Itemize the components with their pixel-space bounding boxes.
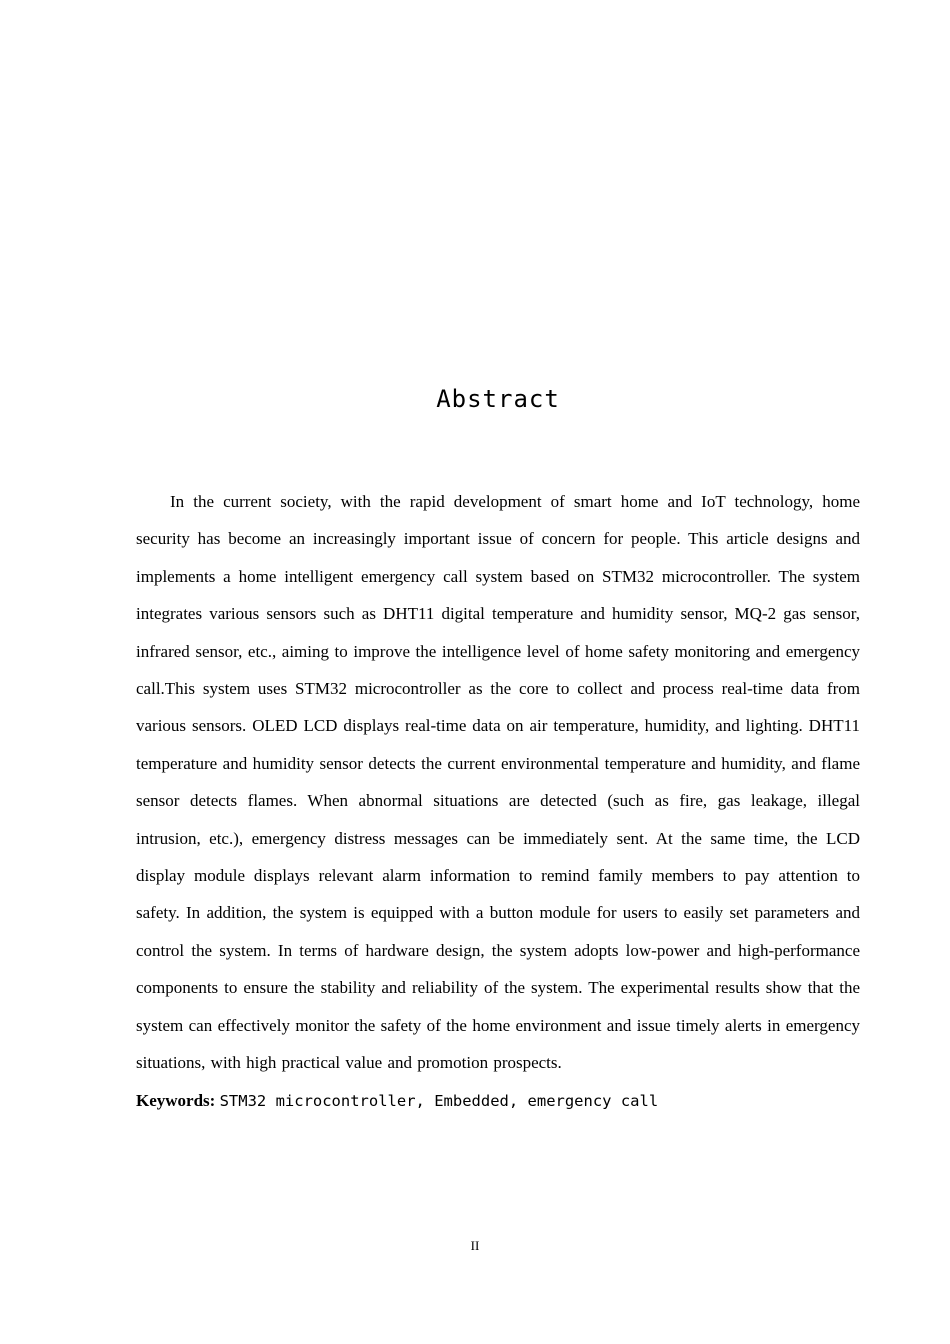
keywords-line xyxy=(136,1082,860,1120)
page-number: II xyxy=(470,1238,480,1253)
keywords-text: STM32 microcontroller, Embedded, emergency call xyxy=(219,1091,659,1110)
page-content xyxy=(136,0,860,1120)
abstract-title: Abstract xyxy=(436,385,560,413)
keywords-label: Keywords: xyxy=(136,1090,216,1110)
abstract-paragraph: In the current society, with the rapid development of smart home and IoT technology, home security has become an increasingly important issue of concern for people. This article designs and implements a home intelligent emergency call system based on STM32 microcontroller. The system integrates various sensors such as DHT11 digital temperature and humidity sensor, MQ-2 gas sensor, infrared sensor, etc., aiming to improve the intelligence level of home safety monitoring and emergency call.This system uses STM32 microcontroller as the core to collect and process real-time data from various sensors. OLED LCD displays real-time data on air temperature, humidity, and lighting. DHT11 temperature and humidity sensor detects the current environmental temperature and humidity, and flame sensor detects flames. When abnormal situations are detected (such as fire, gas leakage, illegal intrusion, etc.), emergency distress messages can be immediately sent. At the same time, the LCD display module displays relevant alarm information to remind family members to pay attention to safety. In addition, the system is equipped with a button module for users to easily set parameters and control the system. In terms of hardware design, the system adopts low-power and high-performance components to ensure the stability and reliability of the system. The experimental results show that the system can effectively monitor the safety of the home environment and issue timely alerts in emergency situations, with high practical value and promotion prospects. xyxy=(136,492,860,1073)
